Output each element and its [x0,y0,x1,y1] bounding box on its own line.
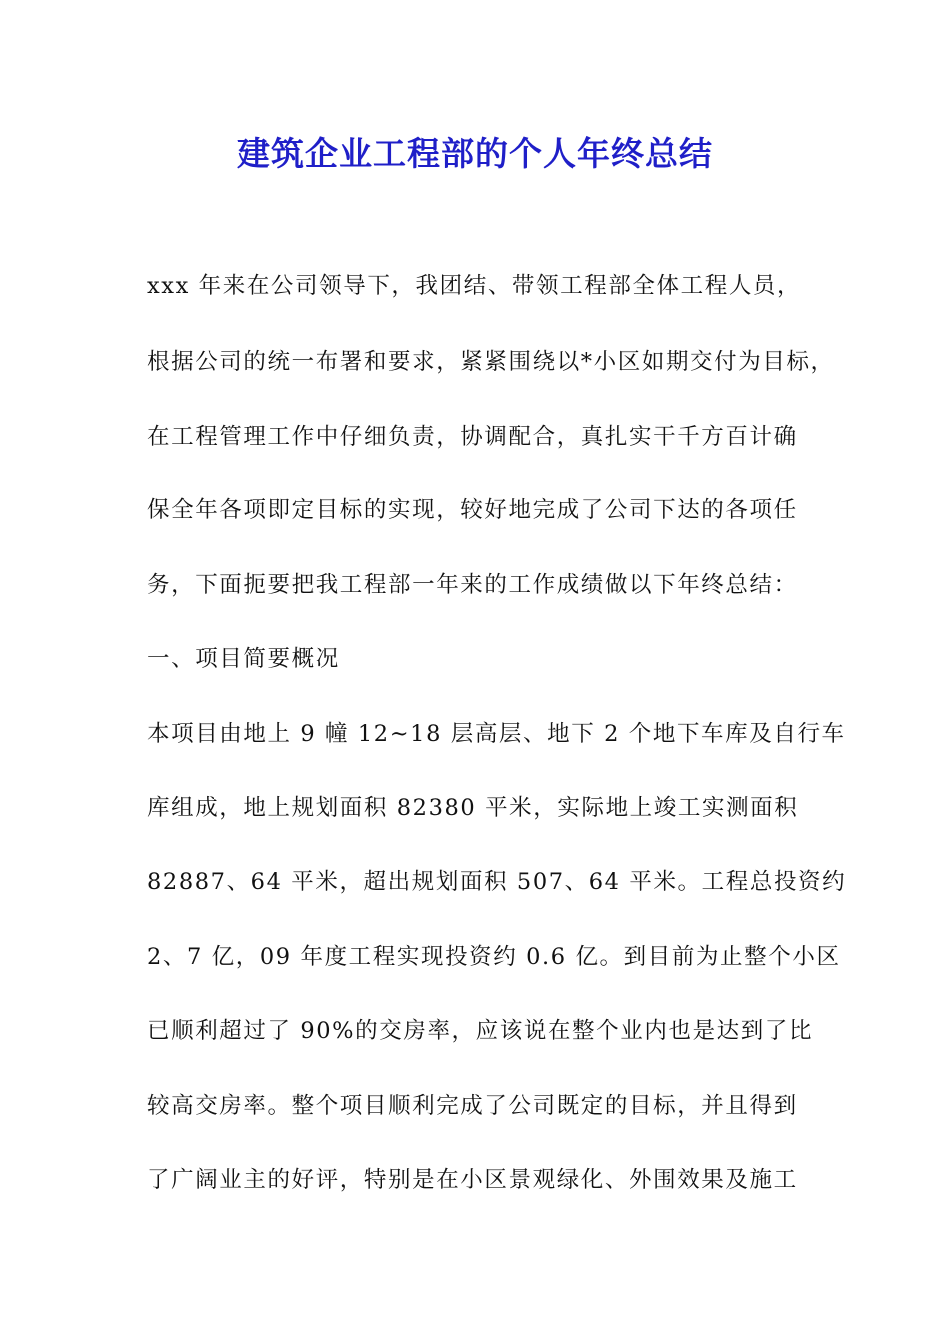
body-line: 82887、64 平米，超出规划面积 507、64 平米。工程总投资约 [147,869,847,895]
body-line: 根据公司的统一布署和要求，紧紧围绕以*小区如期交付为目标， [147,349,835,375]
body-line: 库组成，地上规划面积 82380 平米，实际地上竣工实测面积 [147,795,799,821]
body-line: 了广阔业主的好评，特别是在小区景观绿化、外围效果及施工 [147,1167,798,1193]
body-line: xxx 年来在公司领导下，我团结、带领工程部全体工程人员， [147,273,802,299]
section-heading: 一、项目简要概况 [147,646,340,672]
body-line: 务，下面扼要把我工程部一年来的工作成绩做以下年终总结： [147,572,798,598]
document-title: 建筑企业工程部的个人年终总结 [237,134,713,173]
body-line: 在工程管理工作中仔细负责，协调配合，真扎实干千方百计确 [147,424,798,450]
body-line: 已顺利超过了 90%的交房率，应该说在整个业内也是达到了比 [147,1018,814,1044]
body-line: 保全年各项即定目标的实现，较好地完成了公司下达的各项任 [147,497,798,523]
body-line: 2、7 亿，09 年度工程实现投资约 0.6 亿。到目前为止整个小区 [147,944,841,970]
body-line: 较高交房率。整个项目顺利完成了公司既定的目标，并且得到 [147,1093,798,1119]
body-line: 本项目由地上 9 幢 12~18 层高层、地下 2 个地下车库及自行车 [147,721,846,747]
